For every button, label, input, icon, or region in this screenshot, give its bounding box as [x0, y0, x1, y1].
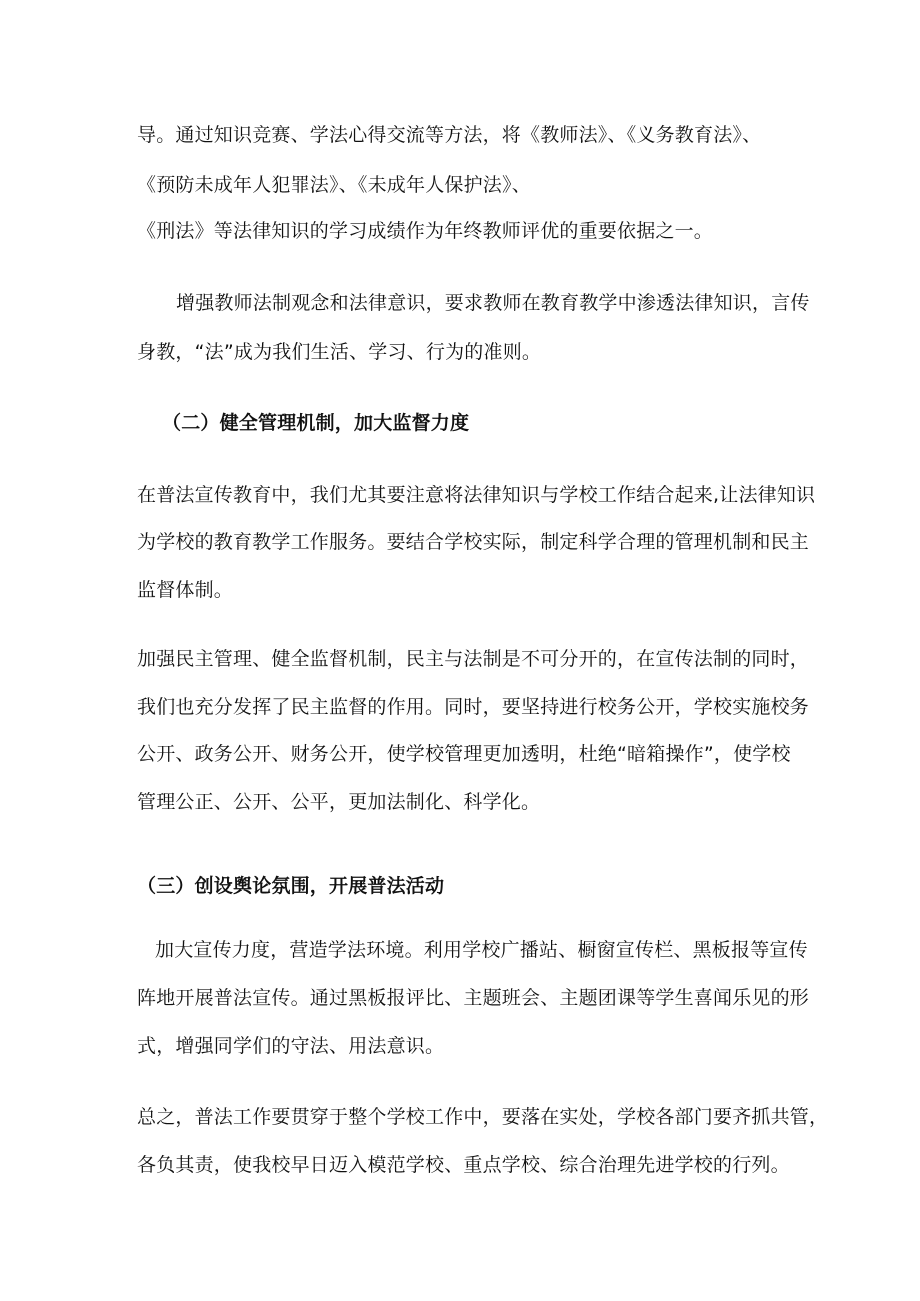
paragraph-6-line-1: 总之，普法工作要贯穿于整个学校工作中，要落在实处，学校各部门要齐抓共管， [137, 1106, 829, 1128]
paragraph-5-line-3: 式，增强同学们的守法、用法意识。 [137, 1035, 445, 1057]
section-heading-3: （三）创设舆论氛围，开展普法活动 [137, 875, 445, 897]
section-heading-2: （二）健全管理机制，加大监督力度 [162, 412, 470, 434]
paragraph-5-line-1: 加大宣传力度，营造学法环境。利用学校广播站、橱窗宣传栏、黑板报等宣传 [155, 939, 808, 961]
paragraph-1-line-1: 导。通过知识竞赛、学法心得交流等方法，将《教师法》、《义务教育法》、 [137, 124, 762, 146]
paragraph-3-line-1: 在普法宣传教育中，我们尤其要注意将法律知识与学校工作结合起来,让法律知识 [137, 484, 816, 506]
paragraph-1-line-3: 《刑法》等法律知识的学习成绩作为年终教师评优的重要依据之一。 [137, 220, 714, 242]
paragraph-4-line-4: 管理公正、公开、公平，更加法制化、科学化。 [137, 791, 541, 813]
paragraph-4-line-3: 公开、政务公开、财务公开，使学校管理更加透明，杜绝“暗箱操作”，使学校 [137, 743, 791, 765]
paragraph-2-line-2: 身教，“法”成为我们生活、学习、行为的准则。 [137, 341, 542, 363]
paragraph-3-line-2: 为学校的教育教学工作服务。要结合学校实际，制定科学合理的管理机制和民主 [137, 531, 810, 553]
paragraph-1-line-2: 《预防未成年人犯罪法》、《未成年人保护法》、 [137, 174, 531, 196]
paragraph-4-line-2: 我们也充分发挥了民主监督的作用。同时，要坚持进行校务公开，学校实施校务 [137, 696, 810, 718]
paragraph-2-line-1: 增强教师法制观念和法律意识，要求教师在教育教学中渗透法律知识，言传 [176, 292, 810, 314]
paragraph-3-line-3: 监督体制。 [137, 579, 234, 601]
paragraph-6-line-2: 各负其责，使我校早日迈入模范学校、重点学校、综合治理先进学校的行列。 [137, 1154, 790, 1176]
paragraph-5-line-2: 阵地开展普法宣传。通过黑板报评比、主题班会、主题团课等学生喜闻乐见的形 [137, 987, 810, 1009]
paragraph-4-line-1: 加强民主管理、健全监督机制，民主与法制是不可分开的，在宣传法制的同时， [137, 648, 810, 670]
